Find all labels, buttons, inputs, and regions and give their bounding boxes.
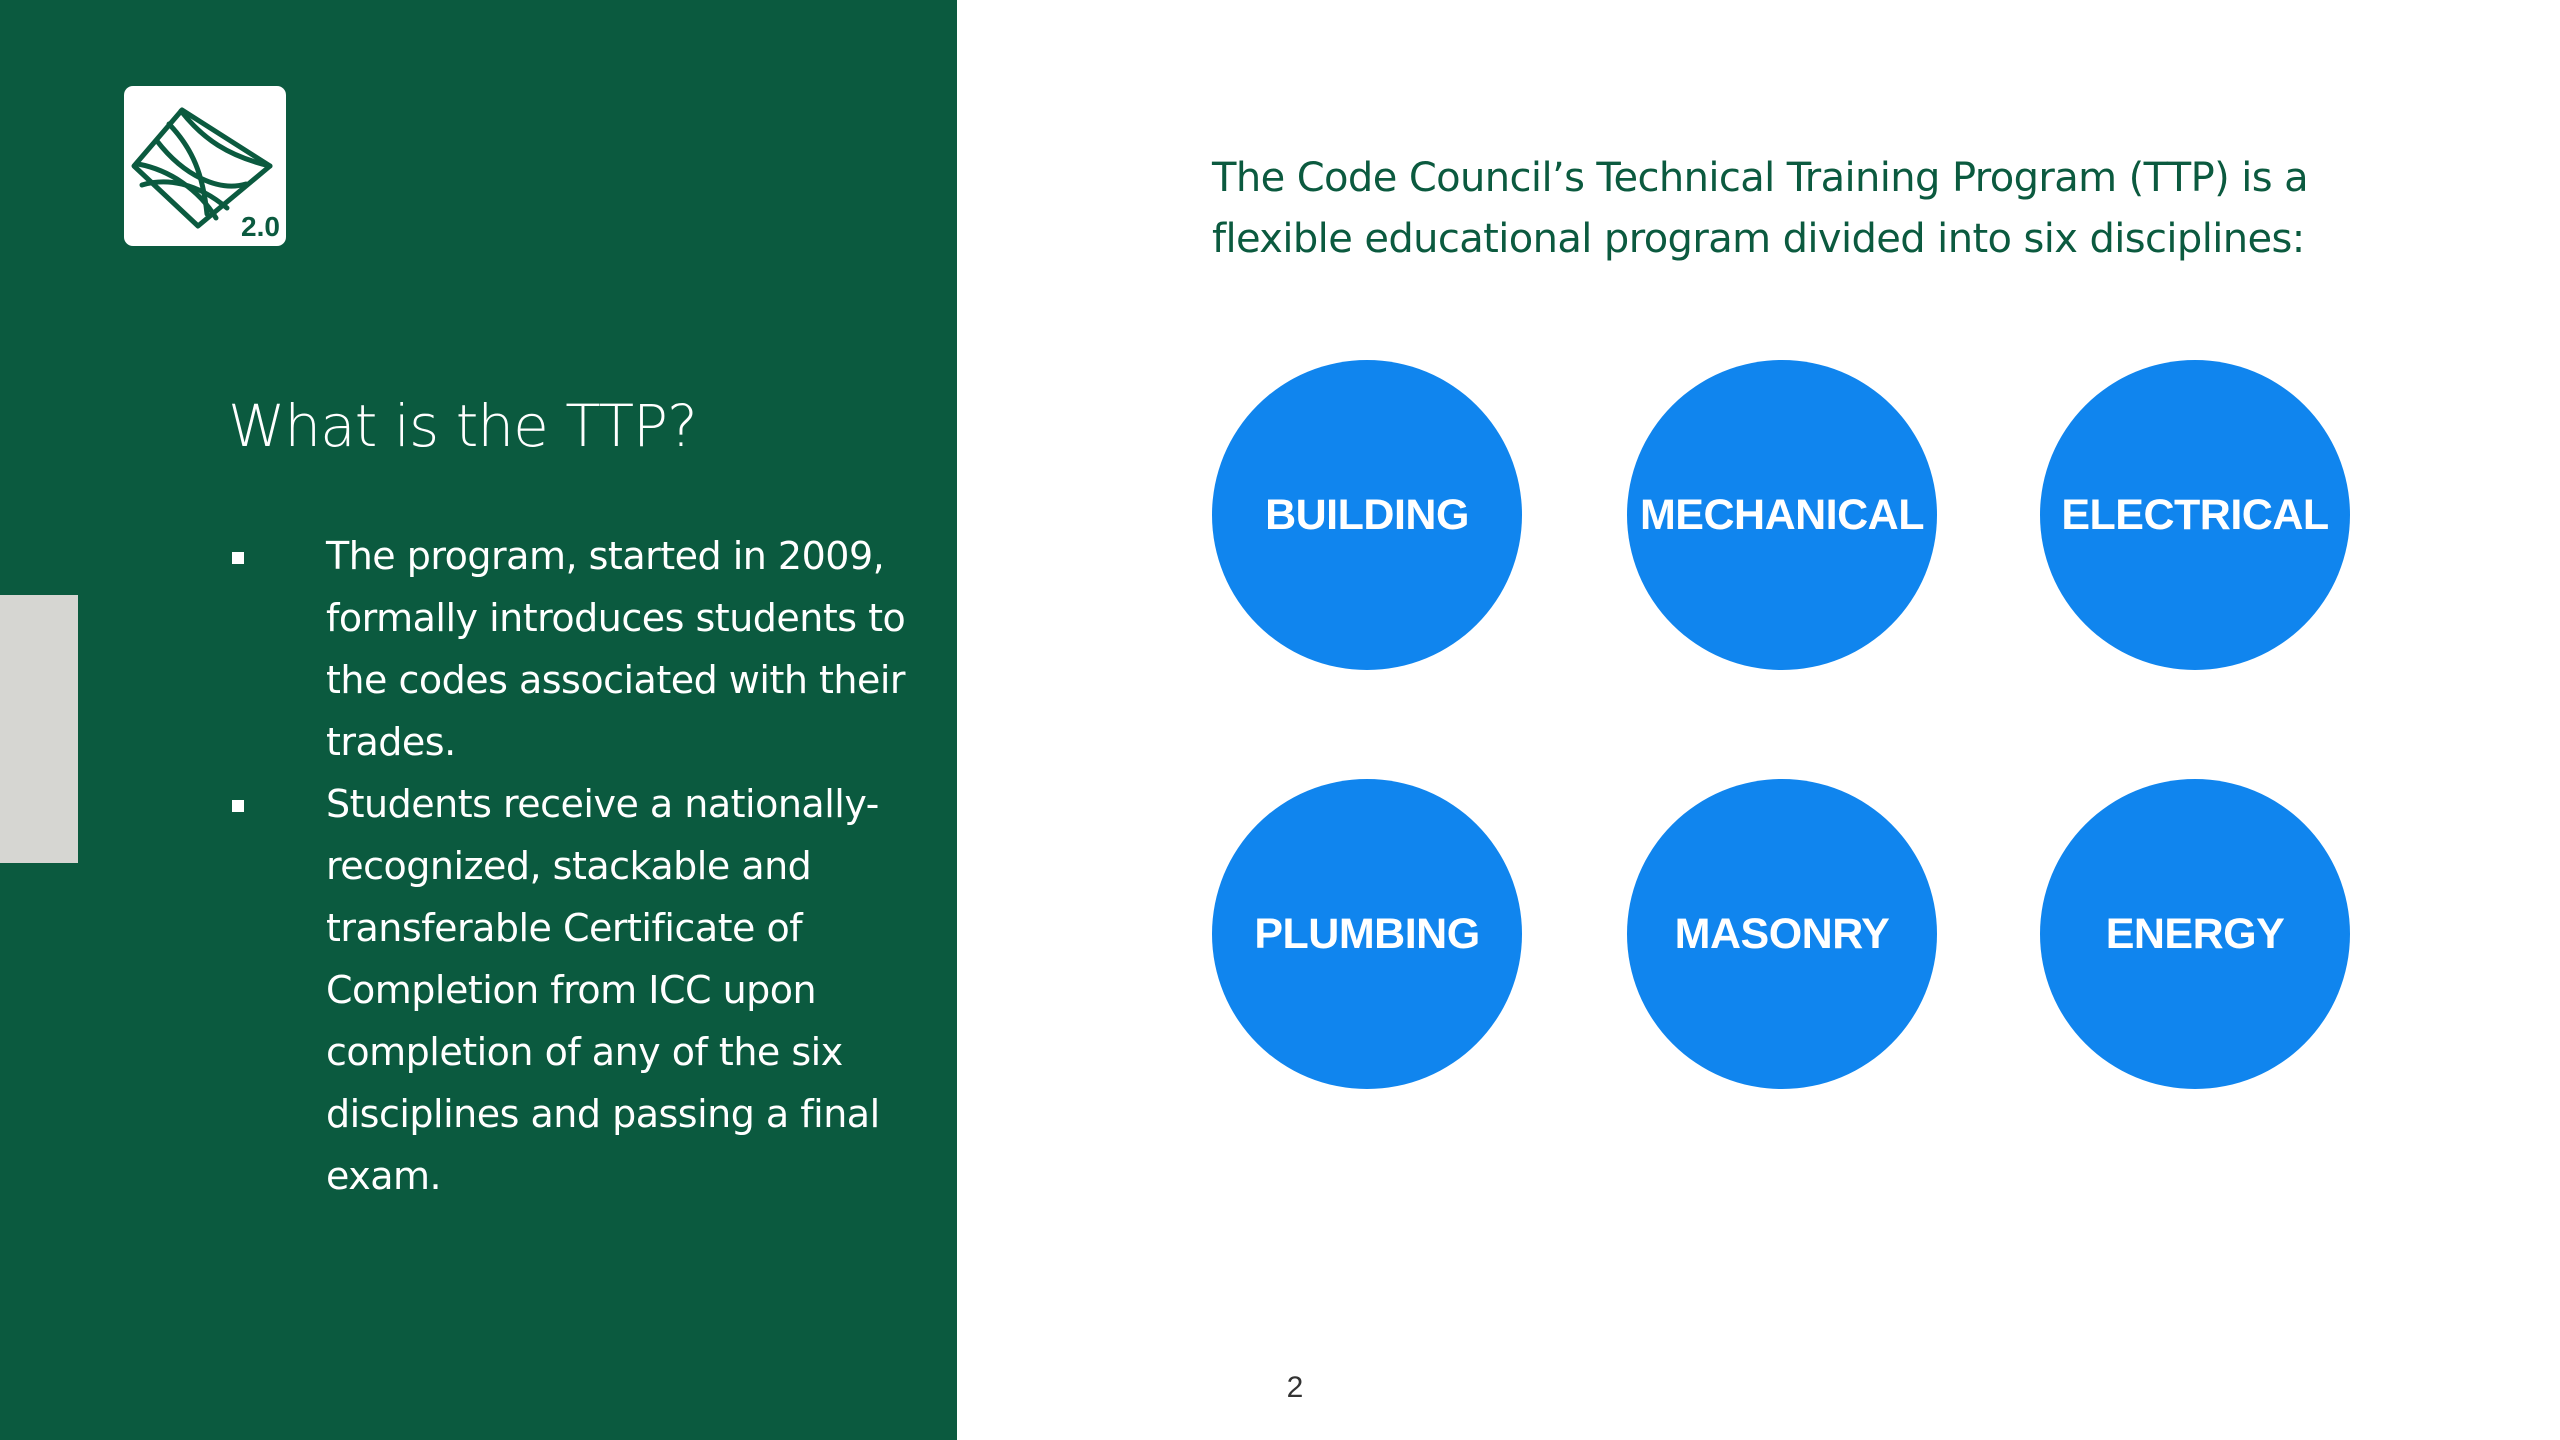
logo xyxy=(124,86,286,246)
square-bullet-icon xyxy=(232,552,244,564)
square-bullet-icon xyxy=(232,800,244,812)
discipline-electrical xyxy=(2040,360,2350,670)
bullet-text: The program, started in 2009, formally introduces students to the codes associated with their trades. xyxy=(326,534,906,764)
discipline-plumbing xyxy=(1212,779,1522,1089)
bullet-item xyxy=(228,525,908,773)
discipline-label: BUILDING xyxy=(1265,490,1469,539)
bullet-text: Students receive a nationally-recognized, stackable and transferable Certificate of Completion from ICC upon completion of any of the six disciplines and passing a final exam. xyxy=(326,782,880,1198)
discipline-label: MASONRY xyxy=(1674,909,1890,958)
intro-text: The Code Council’s Technical Training Program (TTP) is a flexible educational program divided into six disciplines: xyxy=(1212,155,2309,262)
logo-version-text: 2.0 xyxy=(241,211,280,242)
bullet-item xyxy=(228,773,908,1207)
discipline-energy xyxy=(2040,779,2350,1089)
discipline-label: ENERGY xyxy=(2105,909,2285,958)
diamond-grid-logo-icon xyxy=(124,86,286,246)
discipline-label: ELECTRICAL xyxy=(2061,490,2329,539)
page-number: 2 xyxy=(1286,1371,1304,1404)
bullet-list xyxy=(228,525,908,1207)
discipline-mechanical xyxy=(1627,360,1937,670)
slide-heading: What is the TTP? xyxy=(228,392,697,460)
discipline-masonry xyxy=(1627,779,1937,1089)
discipline-building xyxy=(1212,360,1522,670)
discipline-label: PLUMBING xyxy=(1254,909,1480,958)
discipline-label: MECHANICAL xyxy=(1639,490,1925,539)
slide-side-tab xyxy=(0,595,78,863)
